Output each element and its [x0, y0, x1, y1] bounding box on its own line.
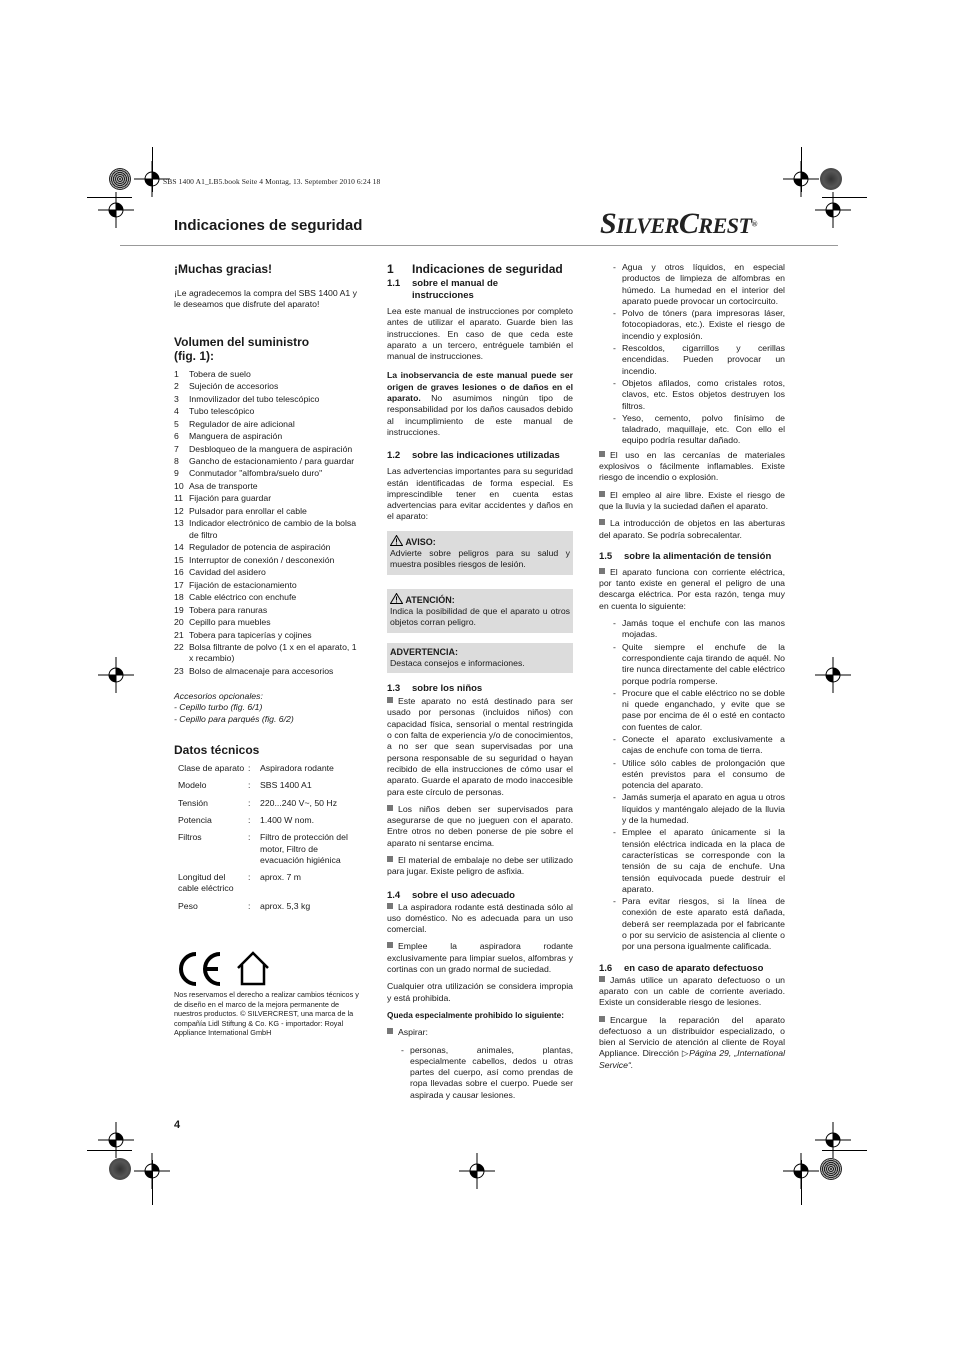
registration-dot: [109, 168, 131, 190]
paragraph-bold: Queda especialmente prohibido lo siguiente:: [387, 1009, 565, 1020]
bullet-paragraph: Jamás utilice un aparato defectuoso o un aparato con un cable de corriente averiado. Existe un considerable riesgo de lesiones.: [599, 974, 785, 1008]
dash-item: - personas, animales, plantas, especialmente cabellos, dedos u otras partes del cuerpo, así como prendas de ropa llevadas sobre el cuerpo. Puede ser aspirada y causar lesiones.: [401, 1044, 573, 1100]
paragraph: Las advertencias importantes para su seguridad están identificadas de forma especial. Es imprescindible tener en cuenta estas advertencias para evitar accidentes y daños en el aparato:: [387, 466, 573, 522]
bullet-square-icon: [599, 519, 605, 525]
supply-list-item: 17 Fijación de estacionamiento: [174, 579, 297, 590]
section-1-1-heading: 1.1 sobre el manual de instrucciones: [387, 278, 499, 301]
atencion-title: ATENCIÓN:: [405, 594, 455, 605]
supply-list-item: 22 Bolsa filtrante de polvo (1 x en el aparato, 1 x recambio): [174, 642, 357, 664]
section-1-6-heading: 1.6 en caso de aparato defectuoso: [599, 962, 764, 974]
brand-logo: SILVERCREST®: [600, 207, 757, 240]
aviso-text: Advierte sobre peligros para su salud y muestra posibles riesgos de lesión.: [390, 548, 570, 570]
optional-item: - Cepillo para parqués (fig. 6/2): [174, 713, 294, 724]
dash-item: - Conecte el aparato exclusivamente a cajas de enchufe con toma de tierra.: [613, 733, 785, 756]
section-1-2-heading: 1.2 sobre las indicaciones utilizadas: [387, 450, 560, 462]
crop-line: [87, 197, 132, 198]
bullet-paragraph: La introducción de objetos en las aberturas del aparato. Se podría sobrecalentar.: [599, 518, 785, 540]
supply-list-item: 8 Gancho de estacionamiento / para guardar: [174, 455, 355, 466]
dash-item: - Jamás sumerja el aparato en agua u otros líquidos y manténgalo alejado de la lluvia y de la humedad.: [613, 792, 785, 826]
supply-list-item: 5 Regulador de aire adicional: [174, 418, 295, 429]
bullet-paragraph: Este aparato no está destinado para ser usado por personas (incluidos niños) con capacidad física, sensorial o mental restringida o con falta de experiencia y/o de conocimientos, a no ser que sean supervisadas por una persona responsable de su seguridad o hayan recibido de ella instrucciones de cómo usar el aparato. Guarde el aparato de modo inaccesible para este círculo de personas.: [387, 696, 573, 797]
bullet-square-icon: [387, 942, 393, 948]
bullet-square-icon: [387, 903, 393, 909]
supply-list-item: 7 Desbloqueo de la manguera de aspiración: [174, 443, 353, 454]
dash-item: - Objetos afilados, como cristales rotos, clavos, etc. Estos objetos destruyen los filtros.: [613, 377, 785, 411]
bullet-square-icon: [599, 451, 605, 457]
section-1-heading: 1 Indicaciones de seguridad: [387, 262, 563, 276]
crop-line: [822, 197, 867, 198]
advertencia-box: [387, 643, 573, 674]
supply-list-item: 2 Sujeción de accesorios: [174, 381, 279, 392]
advertencia-title: ADVERTENCIA:: [390, 646, 459, 657]
tech-row: Longitud del cable eléctrico : aprox. 7 m: [178, 872, 302, 894]
aviso-box: [387, 531, 573, 575]
bullet-paragraph: El material de embalaje no debe ser utilizado para jugar. Existe peligro de asfixia.: [387, 854, 573, 877]
bullet-square-icon: [387, 1028, 393, 1034]
dash-item: - Emplee el aparato únicamente si la tensión eléctrica indicada en la placa de características se corresponde con la tensión de su caja de enchufe. Una tensión equivocada puede destruir el aparato.: [613, 827, 785, 894]
bullet-paragraph: El uso en las cercanías de materiales explosivos o fácilmente inflamables. Existe riesgo de incendio o explosión.: [599, 449, 785, 483]
bullet-paragraph: Aspirar:: [387, 1027, 573, 1038]
supply-list-item: 3 Inmovilizador del tubo telescópico: [174, 393, 320, 404]
crop-line: [152, 1160, 153, 1205]
crosshair-icon: [98, 657, 134, 693]
tech-row: Peso : aprox. 5,3 kg: [178, 900, 311, 911]
tech-row: Clase de aparato : Aspiradora rodante: [178, 763, 334, 774]
bullet-paragraph: Los niños deben ser supervisados para asegurarse de que no jueguen con el aparato. Entre otros no deben ponerse de pie sobre el aparato ni sentarse encima.: [387, 803, 573, 848]
bullet-paragraph: El empleo al aire libre. Existe el riesgo de que la lluvia y la suciedad dañen el aparato.: [599, 489, 785, 511]
dash-item: - Yeso, cemento, polvo finísimo de taladrado, maquillaje, etc. Con ello el equipo podría resultar dañado.: [613, 412, 785, 446]
optional-item: - Cepillo turbo (fig. 6/1): [174, 702, 263, 713]
page-reference[interactable]: Página 29, „International Service“.: [599, 1048, 786, 1070]
dash-item: - Agua y otros líquidos, en especial productos de limpieza de alfombras en húmedo. La humedad en el interior del aparato puede provocar un cortocircuito.: [613, 262, 785, 306]
warning-triangle-icon: [390, 537, 403, 547]
supply-list-item: 19 Tobera para ranuras: [174, 604, 268, 615]
bullet-list: [599, 450, 785, 541]
bullet-square-icon: [599, 1016, 605, 1022]
crop-line: [152, 147, 153, 192]
crosshair-icon: [459, 1153, 495, 1189]
optional-accessories: [174, 691, 362, 725]
paragraph: Lea este manual de instrucciones por completo antes de utilizar el aparato. Guarde bien las instrucciones. En caso de que ceda este aparato a un tercero, entréguele también el manual de instrucciones.: [387, 306, 573, 362]
registration-dot: [820, 1158, 842, 1180]
crop-line: [87, 1150, 132, 1151]
dash-item: - Rescoldos, cigarrillos y cerillas encendidas. Pueden provocar un incendio.: [613, 343, 785, 376]
page-title: Indicaciones de seguridad: [174, 217, 363, 234]
bullet-paragraph: Encargue la reparación del aparato defectuoso a un distribuidor especializado, o bien al Servicio de atención al cliente de Royal Appliance. Dirección ▷Página 29, „International Service“.: [599, 1014, 786, 1070]
column-left: [174, 262, 362, 1038]
supply-list-item: 16 Cavidad del asidero: [174, 567, 266, 578]
dash-item: - Polvo de tóners (para impresoras láser, fotocopiadoras, etc.). Existe el riesgo de incendio y explosión.: [613, 308, 785, 341]
atencion-box: [387, 589, 573, 633]
bullet-square-icon: [599, 976, 605, 982]
column-middle: [387, 262, 573, 1101]
section-1-5-heading: 1.5 sobre la alimentación de tensión: [599, 550, 772, 562]
power-list: [599, 618, 785, 953]
optional-title: Accesorios opcionales:: [174, 691, 263, 702]
dash-item: - Utilice sólo cables de prolongación que estén previstos para el consumo de potencia del aparato.: [613, 757, 785, 791]
thanks-text: ¡Le agradecemos la compra del SBS 1400 A1 y le deseamos que disfrute del aparato!: [174, 288, 358, 310]
supply-list-item: 13 Indicador electrónico de cambio de la bolsa de filtro: [174, 518, 357, 540]
supply-list: [174, 369, 362, 678]
crosshair-icon: [98, 1122, 134, 1158]
supply-list-item: 21 Tobera para tapicerías y cojines: [174, 629, 312, 640]
bullet-square-icon: [387, 805, 393, 811]
crop-line: [822, 1150, 867, 1151]
crop-line: [801, 1160, 802, 1205]
tech-table: [178, 763, 356, 912]
prohibited-list: [599, 262, 785, 447]
dash-item: - Para evitar riesgos, si la línea de conexión de este aparato está dañada, deberá ser reemplazada por el fabricante o por su servicio de asistencia al cliente o por una persona igualmente calificada.: [613, 896, 785, 952]
bullet-square-icon: [599, 568, 605, 574]
supply-list-item: 1 Tobera de suelo: [174, 368, 251, 379]
section-1-3-heading: 1.3 sobre los niños: [387, 683, 483, 695]
bullet-square-icon: [599, 491, 605, 497]
header-rule: [120, 245, 838, 246]
disclaimer: Nos reservamos el derecho a realizar cambios técnicos y de diseño en el marco de la mejora permanente de nuestros productos. © SILVERCREST, una marca de la compañía Lidl Stiftung & Co. KG - importador: Royal Appliance International GmbH: [174, 990, 359, 1038]
supply-list-item: 15 Interruptor de conexión / desconexión: [174, 554, 335, 565]
supply-heading: Volumen del suministro (fig. 1):: [174, 334, 310, 363]
supply-list-item: 11 Fijación para guardar: [174, 493, 272, 504]
supply-list-item: 6 Manguera de aspiración: [174, 431, 283, 442]
crop-line: [801, 147, 802, 192]
tech-row: Tensión : 220...240 V~, 50 Hz: [178, 797, 338, 808]
tech-row: Filtros : Filtro de protección del motor, Filtro de evacuación higiénica: [178, 832, 348, 865]
registration-dot: [820, 168, 842, 190]
paragraph: La inobservancia de este manual puede ser origen de graves lesiones o de daños en el aparato. No asumimos ningún tipo de responsabilidad por los daños causados debido al incumplimiento de este manual de instrucciones.: [387, 370, 573, 437]
tech-heading: Datos técnicos: [174, 743, 260, 758]
bullet-paragraph: La aspiradora rodante está destinada sólo al uso doméstico. No es adecuada para un uso comercial.: [387, 901, 573, 935]
aviso-title: AVISO:: [405, 536, 436, 547]
ce-mark-icon: [176, 950, 276, 991]
dash-item: - Quite siempre el enchufe de la correspondiente caja tirando de aquél. No tire nunca directamente del cable eléctrico porque podría romperse.: [613, 641, 785, 686]
supply-list-item: 9 Conmutador "alfombra/suelo duro": [174, 468, 323, 479]
print-info-line: SBS 1400 A1_LB5.book Seite 4 Montag, 13. September 2010 6:24 18: [163, 177, 381, 186]
advertencia-text: Destaca consejos e informaciones.: [390, 657, 525, 668]
tech-row: Modelo : SBS 1400 A1: [178, 780, 312, 791]
dash-item: - Jamás toque el enchufe con las manos mojadas.: [613, 618, 785, 640]
bullet-paragraph: El aparato funciona con corriente eléctrica, por tanto existe en general el peligro de una descarga eléctrica. Por esta razón, tenga muy en cuenta lo siguiente:: [599, 566, 785, 611]
supply-list-item: 4 Tubo telescópico: [174, 406, 255, 417]
column-right: [599, 262, 785, 1077]
bullet-square-icon: [387, 856, 393, 862]
arrow-right-icon: ▷: [681, 1048, 690, 1059]
supply-list-item: 18 Cable eléctrico con enchufe: [174, 592, 297, 603]
supply-list-item: 12 Pulsador para enrollar el cable: [174, 505, 307, 516]
supply-list-item: 20 Cepillo para muebles: [174, 617, 271, 628]
bullet-paragraph: Emplee la aspiradora rodante exclusivamente para limpiar suelos, alfombras y cortinas con un grado normal de suciedad.: [387, 941, 573, 975]
dash-item: - Procure que el cable eléctrico no se doble ni quede enganchado, y evite que se pase por encima de él o esté en contacto con fuentes de calor.: [613, 687, 785, 732]
crosshair-icon: [815, 657, 851, 693]
paragraph: Cualquier otra utilización se considera impropia y está prohibida.: [387, 981, 573, 1003]
warning-triangle-icon: [390, 595, 403, 605]
tech-row: Potencia : 1.400 W nom.: [178, 814, 315, 825]
page-number: 4: [174, 1119, 181, 1131]
crosshair-icon: [815, 1122, 851, 1158]
atencion-text: Indica la posibilidad de que el aparato u otros objetos corran peligro.: [390, 605, 570, 628]
registration-dot: [109, 1158, 131, 1180]
bullet-square-icon: [387, 697, 393, 703]
thanks-heading: ¡Muchas gracias!: [174, 262, 273, 276]
supply-list-item: 10 Asa de transporte: [174, 480, 258, 491]
supply-list-item: 23 Bolso de almacenaje para accesorios: [174, 665, 334, 676]
section-1-4-heading: 1.4 sobre el uso adecuado: [387, 889, 515, 901]
supply-list-item: 14 Regulador de potencia de aspiración: [174, 542, 331, 553]
